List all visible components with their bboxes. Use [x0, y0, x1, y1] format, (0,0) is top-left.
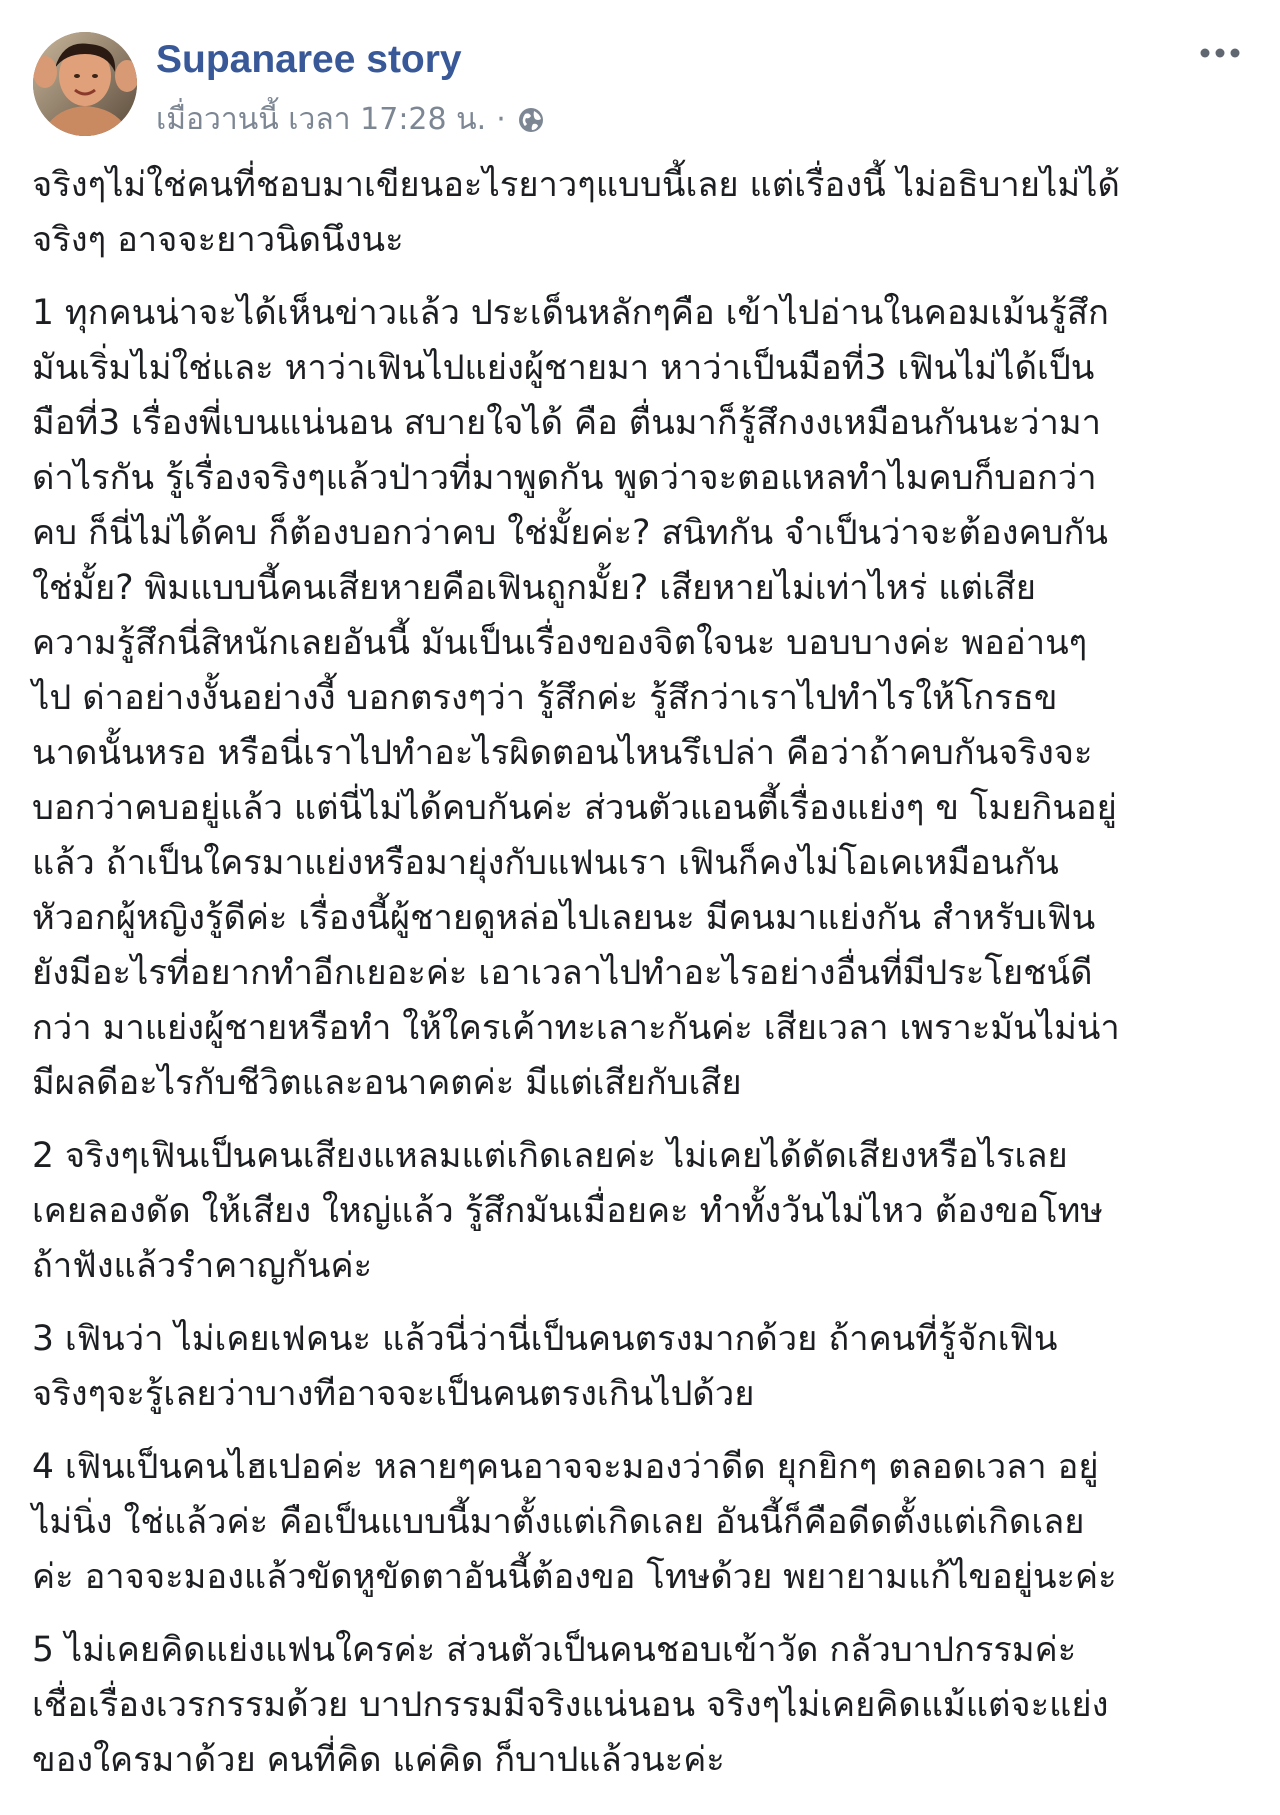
- post-paragraph-2: 2 จริงๆเฟินเป็นคนเสียงแหลมแต่เกิดเลยค่ะ ไม่เคยได้ดัดเสียงหรือไรเลย เคยลองดัด ให้เสียง ใหญ่แล้ว รู้สึกมันเมื่อยคะ ทำทั้งวันไม่ไหว ต้องขอโทษ ถ้าฟังแล้วรำคาญกันค่ะ: [32, 1136, 1104, 1286]
- post-paragraph-1: 1 ทุกคนน่าจะได้เห็นข่าวแล้ว ประเด็นหลักๆคือ เข้าไปอ่านในคอมเม้นรู้สึก มันเริ่มไม่ใช่และ หาว่าเฟินไปแย่งผู้ชายมา หาว่าเป็นมือที่3 เฟินไม่ได้เป็น มือที่3 เรื่องพี่เบนแน่นอน สบายใจได้ คือ ตื่นมาก็รู้สึกงงเหมือนกันนะว่ามา ด่าไรกัน รู้เรื่องจริงๆแล้วป่าวที่มาพูดกัน พูดว่าจะตอแหลทำไมคบก็บอกว่า คบ ก็นี่ไม่ได้คบ ก็ต้องบอกว่าคบ ใช่มั้ยค่ะ? สนิทกัน จำเป็นว่าจะต้องคบกัน ใช่มั้ย? พิมแบบนี้คนเสียหายคือเฟินถูกมั้ย? เสียหายไม่เท่าไหร่ แต่เสีย ความรู้สึกนี่สิหนักเลยอันนี้ มันเป็นเรื่องของจิตใจนะ บอบบางค่ะ พออ่านๆ ไป ด่าอย่างงั้นอย่างงี้ บอกตรงๆว่า รู้สึกค่ะ รู้สึกว่าเราไปทำไรให้โกรธข นาดนั้นหรอ หรือนี่เราไปทำอะไรผิดตอนไหนรึเปล่า คือว่าถ้าคบกันจริงจะ บอกว่าคบอยู่แล้ว แต่นี่ไม่ได้คบกันค่ะ ส่วนตัวแอนตี้เรื่องแย่งๆ ข โมยกินอยู่ แล้ว ถ้าเป็นใครมาแย่งหรือมายุ่งกับแฟนเรา เฟินก็คงไม่โอเคเหมือนกัน หัวอกผู้หญิงรู้ดีค่ะ เรื่องนี้ผู้ชายดูหล่อไปเลยนะ มีคนมาแย่งกัน สำหรับเฟิน ยังมีอะไรที่อยากทำอีกเยอะค่ะ เอาเวลาไปทำอะไรอย่างอื่นที่มีประโยชน์ดี กว่า มาแย่งผู้ชายหรือทำ ให้ใครเค้าทะเลาะกันค่ะ เสียเวลา เพราะมันไม่น่า มีผลดีอะไรกับชีวิตและอนาคตค่ะ มีแต่เสียกับเสีย: [32, 293, 1120, 1103]
- post-paragraph-3: 3 เฟินว่า ไม่เคยเฟคนะ แล้วนี่ว่านี่เป็นคนตรงมากด้วย ถ้าคนที่รู้จักเฟิน จริงๆจะรู้เลยว่าบางทีอาจจะเป็นคนตรงเกินไปด้วย: [32, 1319, 1058, 1414]
- post-body: [32, 158, 1252, 1806]
- post-paragraph-5: 5 ไม่เคยคิดแย่งแฟนใครค่ะ ส่วนตัวเป็นคนชอบเข้าวัด กลัวบาปกรรมค่ะ เชื่อเรื่องเวรกรรมด้วย บาปกรรมมีจริงแน่นอน จริงๆไม่เคยคิดแม้แต่จะแย่ง ของใครมาด้วย คนที่คิด แค่คิด ก็บาปแล้วนะค่ะ: [32, 1630, 1109, 1780]
- globe-icon[interactable]: [516, 105, 546, 135]
- post-paragraph-intro: จริงๆไม่ใช่คนที่ชอบมาเขียนอะไรยาวๆแบบนี้เลย แต่เรื่องนี้ ไม่อธิบายไม่ได้ จริงๆ อาจจะยาวนิดนึงนะ: [32, 165, 1120, 260]
- post-timestamp[interactable]: เมื่อวานนี้ เวลา 17:28 น.: [156, 102, 487, 137]
- more-options-icon[interactable]: [1196, 38, 1244, 68]
- avatar-photo: [33, 32, 137, 136]
- meta-separator: ·: [496, 102, 506, 137]
- post-header: [30, 32, 1250, 142]
- author-name[interactable]: Supanaree story: [156, 38, 462, 81]
- post-meta: [156, 96, 546, 143]
- author-avatar[interactable]: [33, 32, 137, 136]
- post-paragraph-4: 4 เฟินเป็นคนไฮเปอค่ะ หลายๆคนอาจจะมองว่าดีด ยุกยิกๆ ตลอดเวลา อยู่ ไม่นิ่ง ใช่แล้วค่ะ คือเป็นแบบนี้มาตั้งแต่เกิดเลย อันนี้ก็คือดีดตั้งแต่เกิดเลย ค่ะ อาจจะมองแล้วขัดหูขัดตาอันนี้ต้องขอ โทษด้วย พยายามแก้ไขอยู่นะค่ะ: [32, 1447, 1117, 1597]
